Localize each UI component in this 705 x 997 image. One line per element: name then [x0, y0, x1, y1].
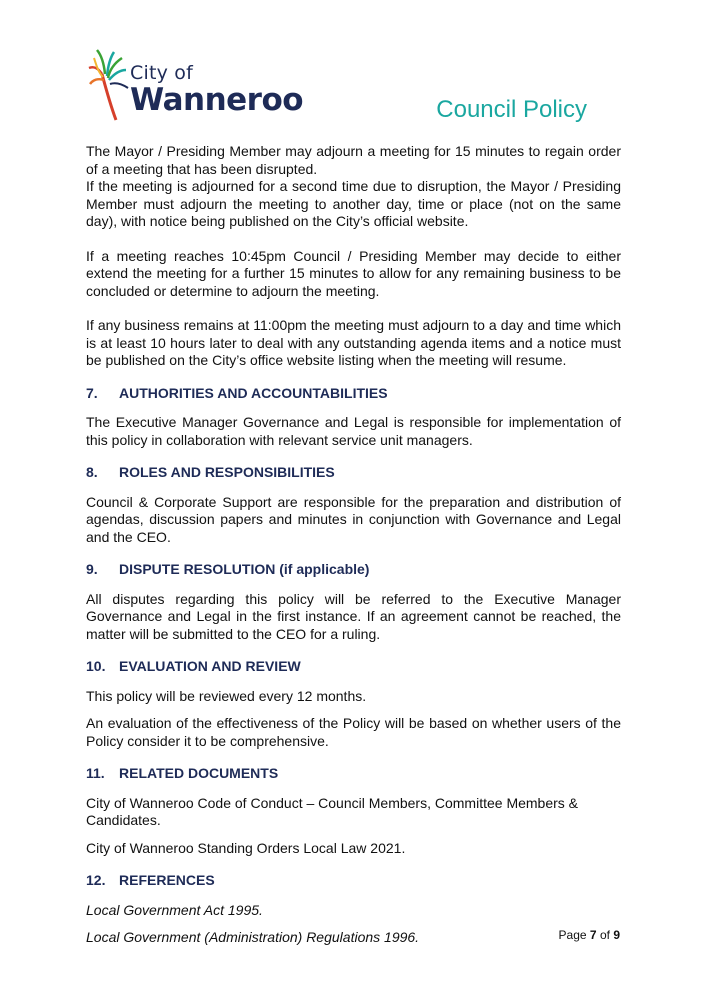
section-title: RELATED DOCUMENTS: [119, 765, 279, 781]
section-title: EVALUATION AND REVIEW: [119, 658, 301, 674]
section-heading-12: [86, 872, 621, 890]
intro-paragraph-3: If a meeting reaches 10:45pm Council / Presiding Member may decide to either extend the meeting for a further 15 minutes to allow for any remaining business to be concluded or determine to adjourn the meeting.: [86, 247, 621, 299]
page-current: 7: [589, 928, 597, 942]
section-8-body: Council & Corporate Support are responsible for the preparation and distribution of agendas, discussion papers and minutes in conjunction with Governance and Legal and the CEO.: [86, 493, 621, 545]
section-number: 11.: [86, 765, 105, 781]
reference-item: Local Government (Administration) Regulations 1996.: [86, 929, 420, 945]
city-logo: [88, 44, 304, 124]
intro-paragraph-1: The Mayor / Presiding Member may adjourn a meeting for 15 minutes to regain order of a meeting that has been disrupted.: [86, 143, 621, 177]
section-heading-9: [86, 561, 621, 579]
section-title: AUTHORITIES AND ACCOUNTABILITIES: [119, 384, 388, 401]
related-document-item: City of Wanneroo Standing Orders Local Law 2021.: [86, 839, 406, 856]
intro-paragraph-2: If the meeting is adjourned for a second time due to disruption, the Mayor / Presiding Member must adjourn the meeting to another day, time or place (not on the same day), with notice being published on the City’s official website.: [86, 178, 621, 229]
section-heading-7: [86, 385, 621, 403]
page-number: [559, 928, 620, 942]
intro-paragraph-4: If any business remains at 11:00pm the meeting must adjourn to a day and time which is at least 10 hours later to deal with any outstanding agenda items and a notice must be published on the City’s office website listing when the meeting will resume.: [86, 317, 621, 368]
section-9-body: All disputes regarding this policy will be referred to the Executive Manager Governance and Legal in the first instance. If an agreement cannot be reached, the matter will be submitted to the CEO for a ruling.: [86, 590, 621, 642]
document-body: [86, 143, 621, 947]
section-10-body-1: This policy will be reviewed every 12 months.: [86, 687, 367, 704]
section-number: 8.: [86, 464, 98, 480]
page-word: Page: [558, 928, 587, 942]
of-word: of: [599, 928, 610, 942]
page-total: 9: [613, 928, 620, 942]
section-10-body-2: An evaluation of the effectiveness of the Policy will be based on whether users of the Policy consider it to be comprehensive.: [86, 715, 621, 749]
section-title: REFERENCES: [119, 872, 215, 888]
related-document-item: City of Wanneroo Code of Conduct – Council Members, Committee Members & Candidates.: [86, 794, 579, 828]
logo-flower-icon: [88, 44, 132, 122]
section-heading-8: [86, 464, 621, 482]
section-7-body: The Executive Manager Governance and Legal is responsible for implementation of this policy in collaboration with relevant service unit managers.: [86, 414, 621, 448]
section-number: 7.: [86, 384, 98, 401]
logo-wanneroo-text: Wanneroo: [130, 82, 304, 118]
section-title: DISPUTE RESOLUTION (if applicable): [119, 561, 370, 577]
section-title: ROLES AND RESPONSIBILITIES: [119, 464, 335, 480]
section-number: 12.: [86, 872, 106, 888]
document-type-title: Council Policy: [436, 96, 587, 123]
section-number: 10.: [86, 658, 106, 674]
reference-item: Local Government Act 1995.: [86, 901, 263, 918]
section-heading-11: [86, 765, 621, 783]
logo-city-of-text: City of: [130, 62, 193, 84]
section-heading-10: [86, 658, 621, 676]
section-number: 9.: [86, 561, 98, 577]
